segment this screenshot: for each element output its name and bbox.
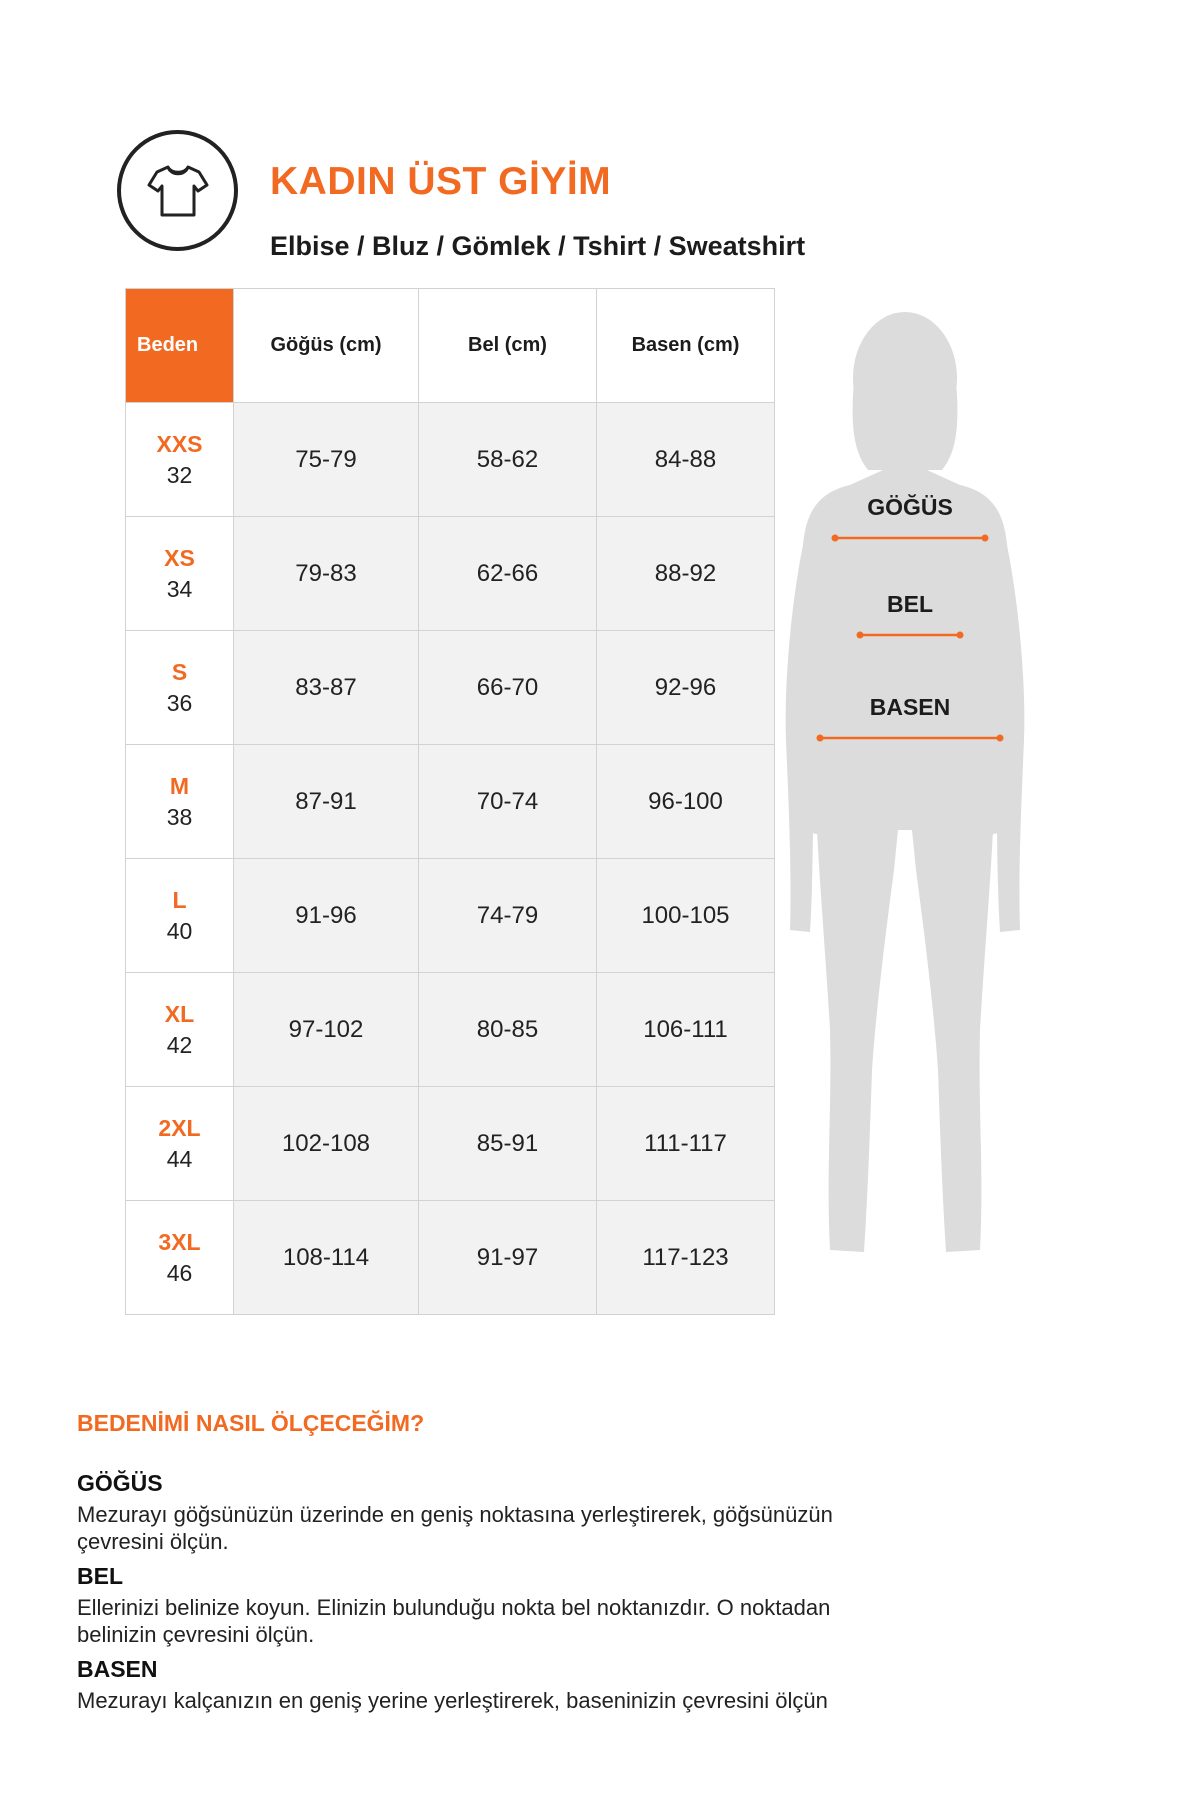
table-row xyxy=(126,517,775,631)
bel-value: 85-91 xyxy=(419,1087,597,1201)
howto-title: BEDENİMİ NASIL ÖLÇECEĞİM? xyxy=(77,1410,425,1436)
size-code: XS xyxy=(164,544,195,571)
basen-value: 96-100 xyxy=(597,745,775,859)
header-beden: Beden xyxy=(126,289,234,403)
header-bel: Bel (cm) xyxy=(419,289,597,403)
table-row xyxy=(126,859,775,973)
size-cell xyxy=(126,859,234,973)
size-number: 44 xyxy=(166,1145,193,1172)
size-code: M xyxy=(169,772,190,799)
basen-value: 84-88 xyxy=(597,403,775,517)
gogus-label: GÖĞÜS xyxy=(867,494,953,520)
page-title: KADIN ÜST GİYİM xyxy=(270,160,612,203)
gogus-value: 91-96 xyxy=(234,859,419,973)
gogus-value: 83-87 xyxy=(234,631,419,745)
basen-value: 100-105 xyxy=(597,859,775,973)
basen-value: 117-123 xyxy=(597,1201,775,1315)
bel-value: 58-62 xyxy=(419,403,597,517)
size-cell xyxy=(126,631,234,745)
tshirt-icon-badge xyxy=(117,130,238,251)
table-row xyxy=(126,745,775,859)
size-cell xyxy=(126,1201,234,1315)
size-number: 46 xyxy=(166,1259,193,1286)
bel-instructions: Ellerinizi belinize koyun. Elinizin bulunduğu nokta bel noktanızdır. O noktadan belinizin çevresini ölçün. xyxy=(77,1595,831,1647)
basen-value: 92-96 xyxy=(597,631,775,745)
basen-value: 106-111 xyxy=(597,973,775,1087)
size-cell xyxy=(126,973,234,1087)
gogus-value: 87-91 xyxy=(234,745,419,859)
basen-instructions: Mezurayı kalçanızın en geniş yerine yerleştirerek, baseninizin çevresini ölçün xyxy=(77,1688,828,1713)
size-code: S xyxy=(171,658,188,685)
size-code: L xyxy=(172,886,187,913)
size-number: 42 xyxy=(166,1031,193,1058)
bel-value: 66-70 xyxy=(419,631,597,745)
bel-value: 70-74 xyxy=(419,745,597,859)
body-figure xyxy=(760,310,1060,1280)
size-number: 36 xyxy=(166,689,193,716)
size-cell xyxy=(126,403,234,517)
gogus-value: 97-102 xyxy=(234,973,419,1087)
page-subtitle: Elbise / Bluz / Gömlek / Tshirt / Sweatshirt xyxy=(270,231,806,261)
header-gogus: Göğüs (cm) xyxy=(234,289,419,403)
header-basen: Basen (cm) xyxy=(597,289,775,403)
bel-value: 80-85 xyxy=(419,973,597,1087)
size-cell xyxy=(126,517,234,631)
bel-value: 91-97 xyxy=(419,1201,597,1315)
size-code: XXS xyxy=(156,430,203,457)
size-table xyxy=(125,288,775,1315)
gogus-instructions: Mezurayı göğsünüzün üzerinde en geniş noktasına yerleştirerek, göğsünüzün çevresini ölçün. xyxy=(77,1502,833,1554)
size-cell xyxy=(126,1087,234,1201)
basen-value: 88-92 xyxy=(597,517,775,631)
table-header-row xyxy=(126,289,775,403)
tshirt-icon xyxy=(147,162,209,220)
gogus-heading: GÖĞÜS xyxy=(77,1470,163,1496)
gogus-value: 79-83 xyxy=(234,517,419,631)
bel-label: BEL xyxy=(887,591,933,617)
size-cell xyxy=(126,745,234,859)
gogus-value: 75-79 xyxy=(234,403,419,517)
table-row xyxy=(126,1201,775,1315)
table-row xyxy=(126,1087,775,1201)
bel-heading: BEL xyxy=(77,1563,123,1589)
basen-value: 111-117 xyxy=(597,1087,775,1201)
table-row xyxy=(126,973,775,1087)
size-code: 2XL xyxy=(158,1114,201,1141)
size-number: 34 xyxy=(166,575,193,602)
size-code: 3XL xyxy=(158,1228,201,1255)
size-number: 40 xyxy=(166,917,193,944)
female-body-silhouette-icon xyxy=(760,310,1060,1280)
gogus-value: 108-114 xyxy=(234,1201,419,1315)
size-number: 32 xyxy=(166,461,193,488)
basen-heading: BASEN xyxy=(77,1656,158,1682)
gogus-value: 102-108 xyxy=(234,1087,419,1201)
bel-value: 74-79 xyxy=(419,859,597,973)
bel-value: 62-66 xyxy=(419,517,597,631)
size-number: 38 xyxy=(166,803,193,830)
basen-label: BASEN xyxy=(869,694,951,720)
table-row xyxy=(126,403,775,517)
table-row xyxy=(126,631,775,745)
size-code: XL xyxy=(164,1000,195,1027)
